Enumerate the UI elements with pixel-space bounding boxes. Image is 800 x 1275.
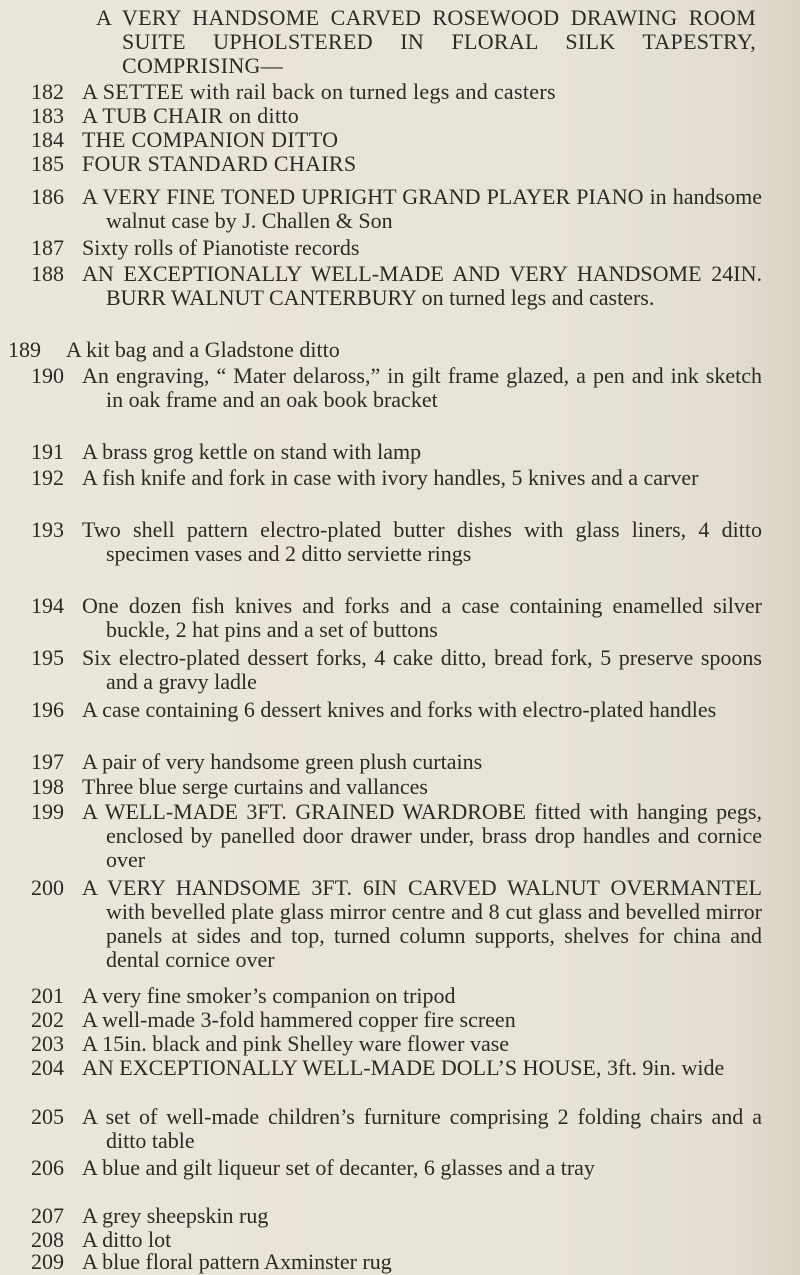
lot-number: 191 [31,439,64,464]
lot-description: A pair of very handsome green plush curtains [82,749,483,774]
lot-description: A TUB CHAIR on ditto [82,103,300,128]
lot-number: 209 [31,1249,64,1274]
lot-description: THE COMPANION DITTO [82,127,339,152]
lot-number: 197 [31,749,64,774]
lot-description: Two shell pattern electro-plated butter dishes with glass liners, 4 ditto specimen vases and 2 ditto serviette rings [82,517,762,566]
lot-description: A very fine smoker’s companion on tripod [82,983,456,1008]
lot-description: An engraving, “ Mater delaross,” in gilt frame glazed, a pen and ink sketch in oak frame and an oak book bracket [82,363,762,412]
lot-number: 199 [31,799,64,824]
lot-number: 202 [31,1007,64,1032]
lot-description: A case containing 6 dessert knives and forks with electro-plated handles [82,697,717,722]
lot-description: A SETTEE with rail back on turned legs and casters [82,79,556,104]
lot-number: 194 [31,593,64,618]
lot-number: 186 [31,184,64,209]
lot-number: 198 [31,774,64,799]
lot-number: 206 [31,1155,64,1180]
lot-description: A blue floral pattern Axminster rug [82,1249,392,1274]
lot-description: Three blue serge curtains and vallances [82,774,428,799]
lot-description: A fish knife and fork in case with ivory handles, 5 knives and a carver [82,465,699,490]
lot-description: A ditto lot [82,1227,172,1252]
lot-number: 200 [31,875,64,900]
lot-description: A set of well-made children’s furniture comprising 2 folding chairs and a ditto table [82,1104,762,1153]
lot-number: 189 [8,337,41,362]
lot-number: 195 [31,645,64,670]
lot-description: A blue and gilt liqueur set of decanter, 6 glasses and a tray [82,1155,595,1180]
lot-number: 184 [31,127,64,152]
section-heading: A VERY HANDSOME CARVED ROSEWOOD DRAWING ROOM SUITE UPHOLSTERED IN FLORAL SILK TAPESTRY, COMPRISING— [96,5,756,78]
lot-number: 182 [31,79,64,104]
lot-number: 204 [31,1055,64,1080]
lot-description: A well-made 3-fold hammered copper fire screen [82,1007,516,1032]
lot-description: Six electro-plated dessert forks, 4 cake ditto, bread fork, 5 preserve spoons and a gravy ladle [82,645,762,694]
lot-description: A 15in. black and pink Shelley ware flower vase [82,1031,510,1056]
lot-description: A WELL-MADE 3FT. GRAINED WARDROBE fitted with hanging pegs, enclosed by panelled door drawer under, brass drop handles and cornice over [82,799,762,872]
lot-number: 196 [31,697,64,722]
lot-number: 190 [31,363,64,388]
lot-number: 201 [31,983,64,1008]
lot-number: 205 [31,1104,64,1129]
lot-description: FOUR STANDARD CHAIRS [82,151,357,176]
lot-number: 188 [31,261,64,286]
lot-number: 203 [31,1031,64,1056]
lot-number: 208 [31,1227,64,1252]
lot-description: A VERY FINE TONED UPRIGHT GRAND PLAYER PIANO in handsome walnut case by J. Challen & Son [82,184,762,233]
lot-description: A VERY HANDSOME 3FT. 6IN CARVED WALNUT OVERMANTEL with bevelled plate glass mirror centre and 8 cut glass and bevelled mirror panels at sides and top, turned column supports, shelves for china and dental cornice over [82,875,762,972]
lot-number: 193 [31,517,64,542]
lot-description: Sixty rolls of Pianotiste records [82,235,360,260]
lot-number: 183 [31,103,64,128]
lot-description: One dozen fish knives and forks and a case containing enamelled silver buckle, 2 hat pins and a set of buttons [82,593,762,642]
lot-description: A kit bag and a Gladstone ditto [66,337,340,362]
lot-description: A brass grog kettle on stand with lamp [82,439,422,464]
lot-description: AN EXCEPTIONALLY WELL-MADE AND VERY HANDSOME 24IN. BURR WALNUT CANTERBURY on turned legs and casters. [82,261,762,310]
lot-description: AN EXCEPTIONALLY WELL-MADE DOLL’S HOUSE, 3ft. 9in. wide [82,1055,725,1080]
lot-number: 192 [31,465,64,490]
lot-number: 207 [31,1203,64,1228]
lot-number: 187 [31,235,64,260]
lot-description: A grey sheepskin rug [82,1203,269,1228]
lot-number: 185 [31,151,64,176]
